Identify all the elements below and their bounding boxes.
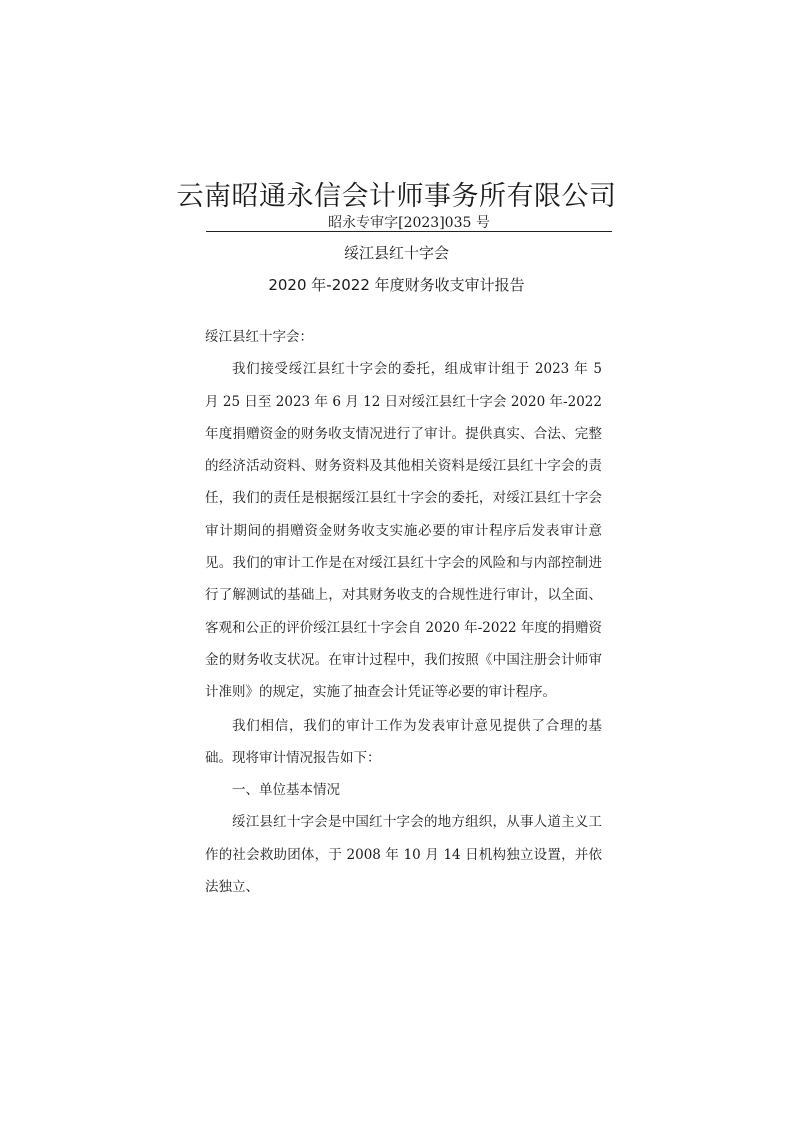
salutation: 绥江县红十字会： xyxy=(205,329,313,345)
paragraph-basic-info: 绥江县红十字会是中国红十字会的地方组织，从事人道主义工作的社会救助团体，于 2008 年 10 月 14 日机构独立设置，并依法独立、 xyxy=(205,814,602,896)
paragraph-basis: 我们相信，我们的审计工作为发表审计意见提供了合理的基础。现将审计情况报告如下： xyxy=(205,717,602,766)
firm-name-heading: 云南昭通永信会计师事务所有限公司 xyxy=(176,181,617,212)
paragraph-engagement: 我们接受绥江县红十字会的委托，组成审计组于 2023 年 5 月 25 日至 2023 年 6 月 12 日对绥江县红十字会 2020 年-2022 年度捐赠资金的财务收支情况进行了审计。提供真实、合法、完整的经济活动资料、财务资料及其他相关资料是绥江县红十字会的责任，我们的责任是根据绥江县红十字会的委托，对绥江县红十字会审计期间的捐赠资金财务收支实施必要的审计程序后发表审计意见。我们的审计工作是在对绥江县红十字会的风险和与内部控制进行了解测试的基础上，对其财务收支的合规性进行审计，以全面、客观和公正的评价绥江县红十字会自 2020 年-2022 年度的捐赠资金的财务收支状况。在审计过程中，我们按照《中国注册会计师审计准则》的规定，实施了抽查会计凭证等必要的审计程序。 xyxy=(205,361,602,701)
document-number: 昭永专审字[2023]035 号 xyxy=(328,215,490,231)
report-title: 2020 年-2022 年度财务收支审计报告 xyxy=(268,276,525,294)
section-heading-basic-info: 一、单位基本情况 xyxy=(232,782,340,799)
header-divider xyxy=(206,231,612,232)
report-body xyxy=(205,321,602,903)
report-title-organization: 绥江县红十字会 xyxy=(343,244,449,262)
